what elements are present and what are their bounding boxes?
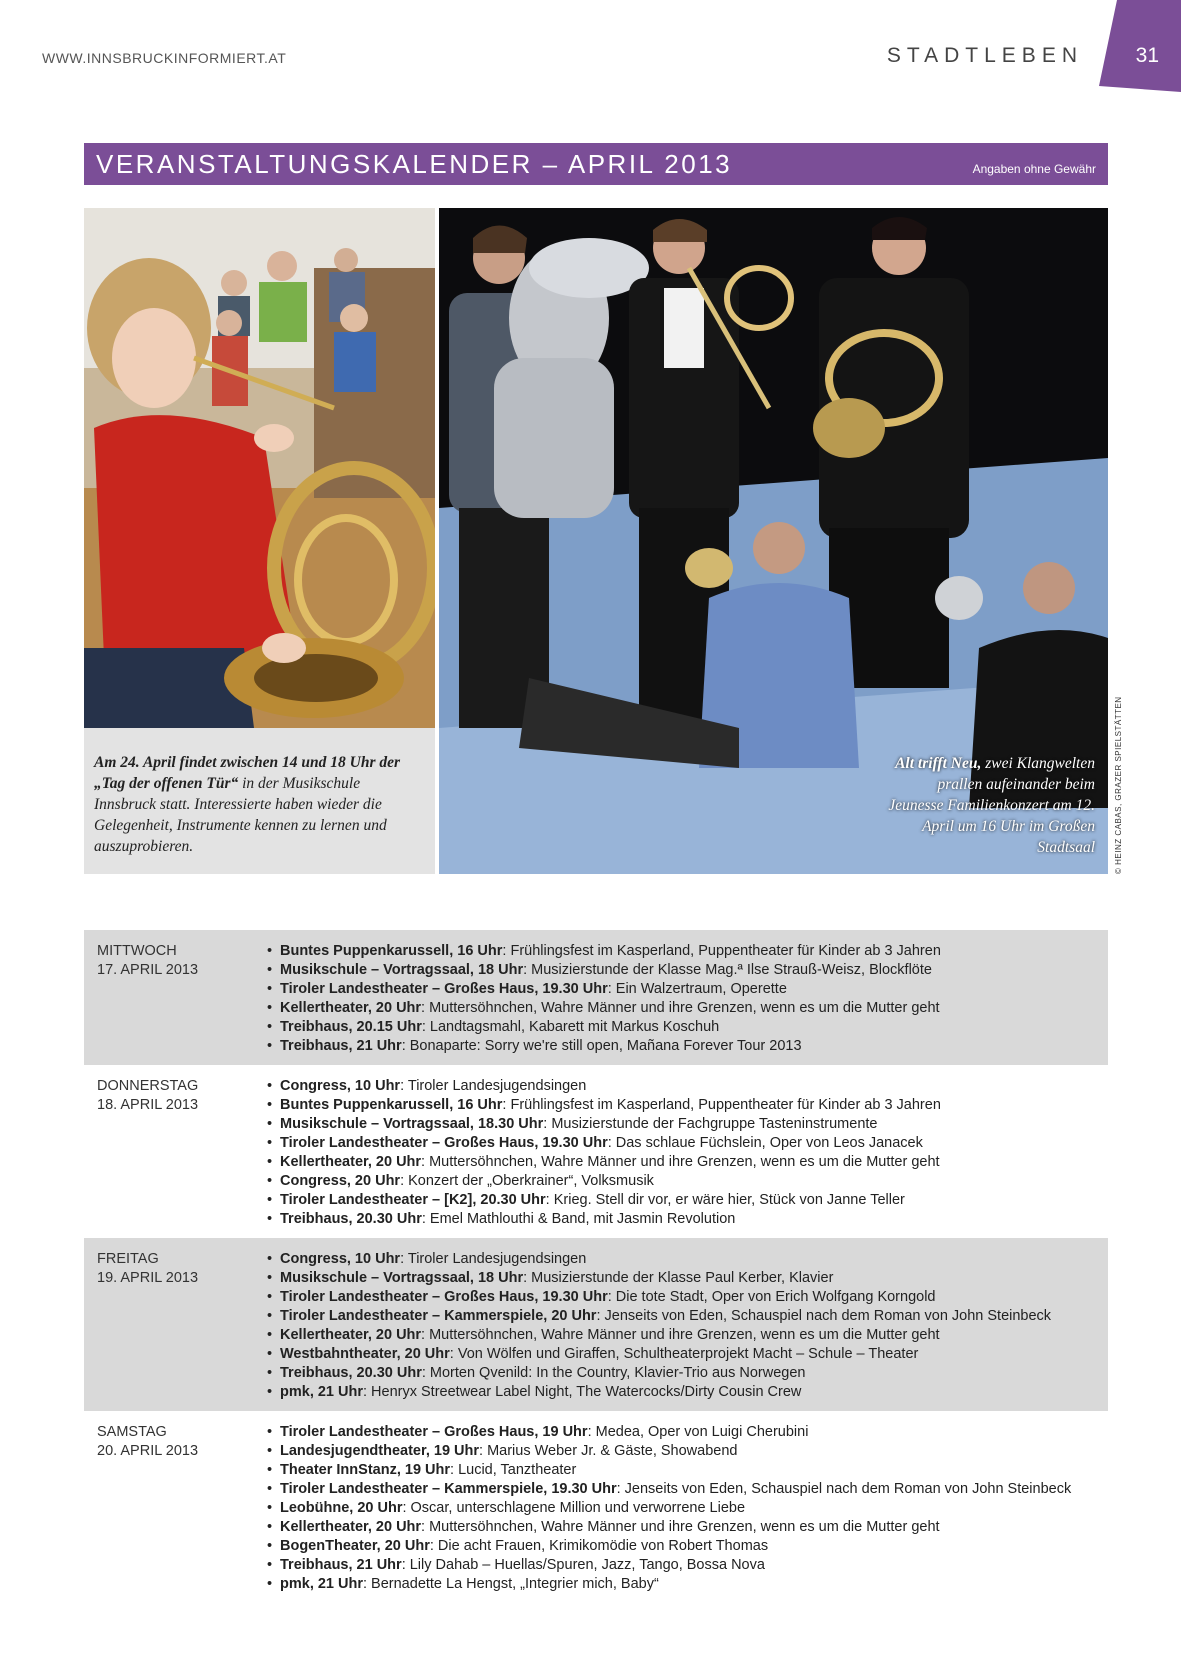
weekday: DONNERSTAG (97, 1078, 199, 1094)
event-list (267, 942, 941, 1056)
bullet-icon: • (267, 1289, 273, 1305)
day-label (84, 942, 267, 1056)
bullet-icon: • (267, 1500, 273, 1516)
caption-right-bold: Alt trifft Neu, (895, 755, 982, 772)
event-item (267, 999, 941, 1018)
event-venue: Kellertheater, 20 Uhr (280, 1327, 422, 1343)
event-description: : Bernadette La Hengst, „Integrier mich, Baby“ (363, 1576, 659, 1592)
bullet-icon: • (267, 1270, 273, 1286)
event-venue: Treibhaus, 20.30 Uhr (280, 1365, 422, 1381)
bullet-icon: • (267, 1443, 273, 1459)
bullet-icon: • (267, 1173, 273, 1189)
page-number: 31 (1135, 44, 1159, 67)
bullet-icon: • (267, 981, 273, 997)
event-venue: Buntes Puppenkarussell, 16 Uhr (280, 943, 503, 959)
day-label (84, 1077, 267, 1229)
event-venue: Tiroler Landestheater – Großes Haus, 19 Uhr (280, 1424, 588, 1440)
event-item (267, 942, 941, 961)
bullet-icon: • (267, 1019, 273, 1035)
bullet-icon: • (267, 1308, 273, 1324)
event-venue: Congress, 10 Uhr (280, 1251, 401, 1267)
event-description: : Musizierstunde der Fachgruppe Tasteninstrumente (543, 1116, 878, 1132)
event-description: : Muttersöhnchen, Wahre Männer und ihre Grenzen, wenn es um die Mutter geht (421, 1327, 940, 1343)
event-description: : Von Wölfen und Giraffen, Schultheaterprojekt Macht – Schule – Theater (449, 1346, 919, 1362)
event-description: : Muttersöhnchen, Wahre Männer und ihre Grenzen, wenn es um die Mutter geht (421, 1000, 940, 1016)
event-venue: Musikschule – Vortragssaal, 18 Uhr (280, 1270, 524, 1286)
event-description: : Muttersöhnchen, Wahre Männer und ihre Grenzen, wenn es um die Mutter geht (421, 1154, 940, 1170)
bullet-icon: • (267, 1192, 273, 1208)
date: 20. APRIL 2013 (97, 1443, 199, 1459)
bullet-icon: • (267, 1538, 273, 1554)
event-item (267, 1423, 1071, 1442)
photo-child-horn (84, 208, 435, 728)
date: 18. APRIL 2013 (97, 1097, 199, 1113)
event-description: : Morten Qvenild: In the Country, Klavier-Trio aus Norwegen (421, 1365, 806, 1381)
bullet-icon: • (267, 1135, 273, 1151)
event-description: : Das schlaue Füchslein, Oper von Leos Janacek (607, 1135, 923, 1151)
bullet-icon: • (267, 1097, 273, 1113)
section-title: STADTLEBEN (886, 44, 1083, 67)
day-label (84, 1423, 267, 1594)
event-description: : Oscar, unterschlagene Million und verworrene Liebe (402, 1500, 746, 1516)
date: 17. APRIL 2013 (97, 962, 199, 978)
event-venue: Westbahntheater, 20 Uhr (280, 1346, 450, 1362)
caption-left-bold: Am 24. April findet zwischen 14 und 18 Uhr der „Tag der offenen Tür“ (94, 754, 401, 792)
disclaimer-note: Angaben ohne Gewähr (972, 162, 1096, 176)
day-label (84, 1250, 267, 1402)
caption-left-text: in der Musikschule Innsbruck statt. Interessierte haben wieder die Gelegenheit, Instrumente kennen zu lernen und auszuprobieren. (94, 775, 387, 855)
event-venue: Tiroler Landestheater – Großes Haus, 19.30 Uhr (280, 1135, 608, 1151)
event-item (267, 1037, 941, 1056)
event-venue: Treibhaus, 20.30 Uhr (280, 1211, 422, 1227)
event-venue: Tiroler Landestheater – Kammerspiele, 20 Uhr (280, 1308, 597, 1324)
event-list (267, 1250, 1051, 1402)
event-description: : Die tote Stadt, Oper von Erich Wolfgang Korngold (607, 1289, 936, 1305)
event-venue: Treibhaus, 20.15 Uhr (280, 1019, 422, 1035)
bullet-icon: • (267, 1519, 273, 1535)
event-item (267, 1210, 941, 1229)
event-item (267, 1288, 1051, 1307)
event-item (267, 1345, 1051, 1364)
event-item (267, 1096, 941, 1115)
bullet-icon: • (267, 1116, 273, 1132)
caption-jeunesse (880, 753, 1095, 858)
event-venue: Congress, 10 Uhr (280, 1078, 401, 1094)
calendar-header-bar (84, 143, 1108, 185)
day-row (84, 1238, 1108, 1411)
event-item (267, 1307, 1051, 1326)
day-row (84, 1411, 1108, 1603)
site-url[interactable]: WWW.INNSBRUCKINFORMIERT.AT (42, 50, 287, 66)
event-item (267, 961, 941, 980)
bullet-icon: • (267, 1576, 273, 1592)
event-description: : Emel Mathlouthi & Band, mit Jasmin Revolution (421, 1211, 736, 1227)
event-venue: pmk, 21 Uhr (280, 1384, 363, 1400)
event-description: : Henryx Streetwear Label Night, The Watercocks/Dirty Cousin Crew (363, 1384, 802, 1400)
weekday: FREITAG (97, 1251, 159, 1267)
bullet-icon: • (267, 1078, 273, 1094)
event-venue: Kellertheater, 20 Uhr (280, 1519, 422, 1535)
event-item (267, 1250, 1051, 1269)
event-item (267, 1018, 941, 1037)
event-description: : Ein Walzertraum, Operette (607, 981, 787, 997)
bullet-icon: • (267, 943, 273, 959)
bullet-icon: • (267, 962, 273, 978)
event-description: : Medea, Oper von Luigi Cherubini (587, 1424, 809, 1440)
weekday: SAMSTAG (97, 1424, 167, 1440)
bullet-icon: • (267, 1211, 273, 1227)
event-description: : Lily Dahab – Huellas/Spuren, Jazz, Tango, Bossa Nova (401, 1557, 765, 1573)
event-venue: Congress, 20 Uhr (280, 1173, 401, 1189)
event-venue: Landesjugendtheater, 19 Uhr (280, 1443, 480, 1459)
event-list (267, 1423, 1071, 1594)
event-venue: Tiroler Landestheater – Großes Haus, 19.30 Uhr (280, 981, 608, 997)
event-description: : Lucid, Tanztheater (450, 1462, 577, 1478)
caption-right-text: zwei Klangwelten prallen aufeinander beim Jeunesse Familienkonzert am 12. April um 16 Uhr im Großen Stadtsaal (888, 755, 1095, 856)
event-item (267, 1499, 1071, 1518)
event-item (267, 1134, 941, 1153)
event-item (267, 1269, 1051, 1288)
event-item (267, 1383, 1051, 1402)
event-calendar (84, 930, 1108, 1603)
event-item (267, 1442, 1071, 1461)
event-venue: Musikschule – Vortragssaal, 18.30 Uhr (280, 1116, 544, 1132)
date: 19. APRIL 2013 (97, 1270, 199, 1286)
event-item (267, 1537, 1071, 1556)
day-row (84, 930, 1108, 1065)
event-venue: Theater InnStanz, 19 Uhr (280, 1462, 451, 1478)
event-description: : Jenseits von Eden, Schauspiel nach dem Roman von John Steinbeck (616, 1481, 1072, 1497)
event-description: : Musizierstunde der Klasse Paul Kerber, Klavier (523, 1270, 834, 1286)
event-item (267, 1461, 1071, 1480)
event-description: : Frühlingsfest im Kasperland, Puppentheater für Kinder ab 3 Jahren (502, 1097, 941, 1113)
event-venue: Treibhaus, 21 Uhr (280, 1557, 402, 1573)
event-description: : Musizierstunde der Klasse Mag.ª Ilse Strauß-Weisz, Blockflöte (523, 962, 932, 978)
event-item (267, 1077, 941, 1096)
calendar-title: VERANSTALTUNGSKALENDER – APRIL 2013 (96, 149, 733, 179)
event-item (267, 1191, 941, 1210)
event-item (267, 1115, 941, 1134)
event-description: : Die acht Frauen, Krimikomödie von Robert Thomas (429, 1538, 769, 1554)
event-item (267, 1556, 1071, 1575)
bullet-icon: • (267, 1462, 273, 1478)
event-list (267, 1077, 941, 1229)
bullet-icon: • (267, 1000, 273, 1016)
event-item (267, 1518, 1071, 1537)
bullet-icon: • (267, 1251, 273, 1267)
event-description: : Muttersöhnchen, Wahre Männer und ihre Grenzen, wenn es um die Mutter geht (421, 1519, 940, 1535)
bullet-icon: • (267, 1481, 273, 1497)
bullet-icon: • (267, 1154, 273, 1170)
event-description: : Landtagsmahl, Kabarett mit Markus Koschuh (421, 1019, 720, 1035)
bullet-icon: • (267, 1327, 273, 1343)
event-venue: Leobühne, 20 Uhr (280, 1500, 403, 1516)
event-venue: Treibhaus, 21 Uhr (280, 1038, 402, 1054)
event-description: : Konzert der „Oberkrainer“, Volksmusik (400, 1173, 654, 1189)
event-description: : Jenseits von Eden, Schauspiel nach dem Roman von John Steinbeck (596, 1308, 1052, 1324)
photo-credit: © HEINZ CABAS, GRAZER SPIELSTÄTTEN (1114, 696, 1123, 874)
bullet-icon: • (267, 1424, 273, 1440)
event-description: : Tiroler Landesjugendsingen (400, 1078, 587, 1094)
event-venue: Tiroler Landestheater – Großes Haus, 19.30 Uhr (280, 1289, 608, 1305)
event-item (267, 1364, 1051, 1383)
event-venue: BogenTheater, 20 Uhr (280, 1538, 430, 1554)
event-description: : Bonaparte: Sorry we're still open, Mañana Forever Tour 2013 (401, 1038, 802, 1054)
event-description: : Frühlingsfest im Kasperland, Puppentheater für Kinder ab 3 Jahren (502, 943, 941, 959)
event-description: : Krieg. Stell dir vor, er wäre hier, Stück von Janne Teller (545, 1192, 905, 1208)
event-venue: Kellertheater, 20 Uhr (280, 1154, 422, 1170)
event-item (267, 1153, 941, 1172)
event-venue: Buntes Puppenkarussell, 16 Uhr (280, 1097, 503, 1113)
event-venue: Musikschule – Vortragssaal, 18 Uhr (280, 962, 524, 978)
event-item (267, 1326, 1051, 1345)
event-item (267, 1575, 1071, 1594)
bullet-icon: • (267, 1557, 273, 1573)
weekday: MITTWOCH (97, 943, 177, 959)
event-venue: Tiroler Landestheater – [K2], 20.30 Uhr (280, 1192, 546, 1208)
event-description: : Marius Weber Jr. & Gäste, Showabend (479, 1443, 738, 1459)
event-venue: Tiroler Landestheater – Kammerspiele, 19.30 Uhr (280, 1481, 617, 1497)
event-item (267, 1172, 941, 1191)
day-row (84, 1065, 1108, 1238)
bullet-icon: • (267, 1384, 273, 1400)
event-description: : Tiroler Landesjugendsingen (400, 1251, 587, 1267)
caption-musikschule (84, 728, 435, 874)
event-venue: pmk, 21 Uhr (280, 1576, 363, 1592)
event-item (267, 1480, 1071, 1499)
bullet-icon: • (267, 1346, 273, 1362)
bullet-icon: • (267, 1038, 273, 1054)
event-venue: Kellertheater, 20 Uhr (280, 1000, 422, 1016)
event-item (267, 980, 941, 999)
bullet-icon: • (267, 1365, 273, 1381)
